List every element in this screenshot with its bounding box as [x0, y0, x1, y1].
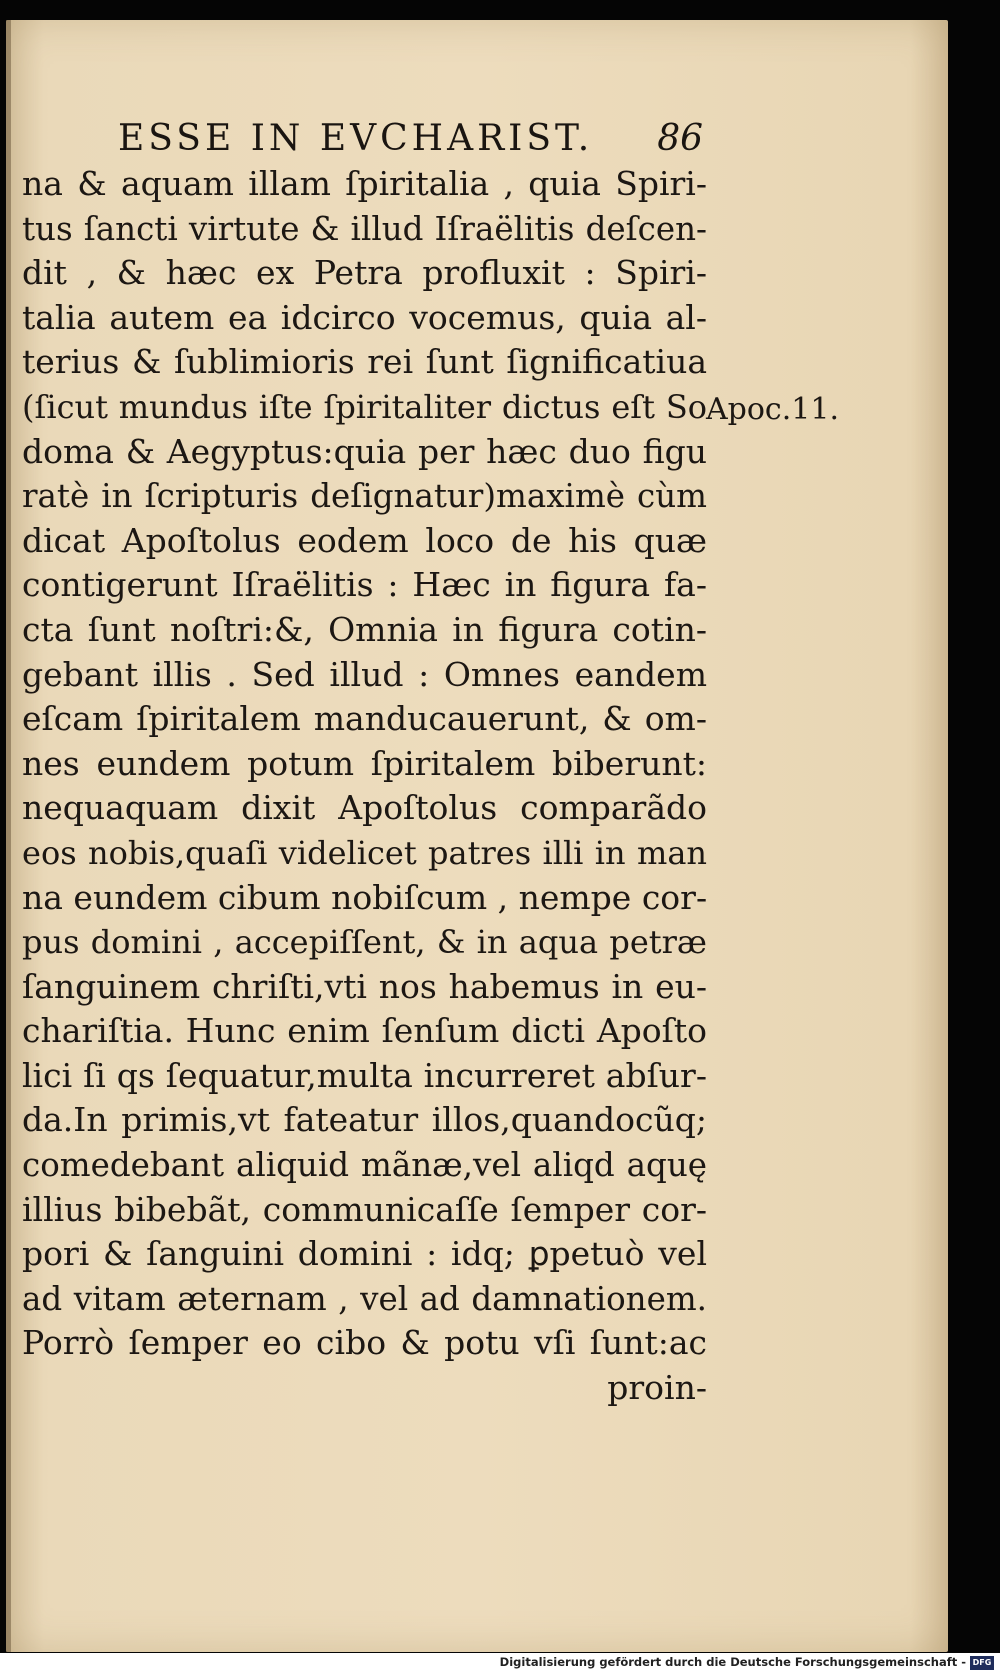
text-line: chariſtia. Hunc enim ſenſum dicti Apoſto	[22, 1011, 707, 1051]
text-line: eſcam ſpiritalem manducauerunt, & om-	[22, 699, 707, 739]
text-line: tus ſancti virtute & illud Iſraëlitis deſcen-	[22, 209, 707, 248]
text-line: Porrò ſemper eo cibo & potu vſi ſunt:ac	[22, 1323, 707, 1363]
text-line: pus domini , accepiſſent, & in aqua petræ	[22, 923, 707, 962]
text-line: ſanguinem chriſti,vti nos habemus in eu-	[22, 966, 707, 1006]
text-line: na & aquam illam ſpiritalia , quia Spiri-	[22, 164, 707, 203]
page-gutter-edge	[6, 20, 11, 1652]
text-line: lici ſi qs ſequatur,multa incurreret abſur-	[22, 1055, 707, 1095]
text-line: dit , & hæc ex Petra profluxit : Spiri-	[22, 253, 707, 293]
text-line: da.In primis,vt fateatur illos,quandocũq;	[22, 1100, 707, 1140]
folio-number: 86	[657, 118, 703, 159]
text-line: eos nobis,quaſi videlicet patres illi in man	[22, 833, 707, 872]
text-line: terius & ſublimioris rei ſunt ſignificatiua	[22, 342, 707, 382]
text-line: ratè in ſcripturis deſignatur)maximè cùm	[22, 477, 707, 516]
marginal-note: Apoc.11.	[706, 392, 839, 427]
text-line: cta ſunt noſtri:&, Omnia in figura cotin-	[22, 609, 707, 649]
text-line: doma & Aegyptus:quia per hæc duo figu	[22, 431, 707, 471]
text-line: talia autem ea idcirco vocemus, quia al-	[22, 297, 707, 337]
running-title: ESSE IN EVCHARIST.	[118, 118, 594, 159]
body-text	[22, 162, 707, 1411]
text-line: dicat Apoſtolus eodem loco de his quæ	[22, 520, 707, 560]
catchword: proin-	[607, 1368, 707, 1408]
text-line: (ſicut mundus iſte ſpiritaliter dictus eſt So	[22, 387, 707, 426]
funding-credit: Digitalisierung gefördert durch die Deutsche Forschungsgemeinschaft -	[499, 1655, 966, 1669]
text-line: nequaquam dixit Apoſtolus comparãdo	[22, 788, 707, 828]
text-line: na eundem cibum nobiſcum , nempe cor-	[22, 877, 707, 917]
text-line: nes eundem potum ſpiritalem biberunt:	[22, 743, 707, 783]
footer-bar	[0, 1653, 1000, 1673]
text-line: illius bibebãt, communicaſſe ſemper cor-	[22, 1189, 707, 1229]
text-line: comedebant aliquid mãnæ,vel aliqd aquę	[22, 1146, 707, 1185]
text-line: pori & ſanguini domini : idq; ꝑpetuò vel	[22, 1234, 707, 1274]
text-line: contigerunt Iſraëlitis : Hæc in figura fa-	[22, 565, 707, 605]
text-line: ad vitam æternam , vel ad damnationem.	[22, 1279, 707, 1318]
page-header	[118, 118, 703, 166]
dfg-logo-icon: DFG	[970, 1656, 994, 1670]
text-line: gebant illis . Sed illud : Omnes eandem	[22, 654, 707, 694]
